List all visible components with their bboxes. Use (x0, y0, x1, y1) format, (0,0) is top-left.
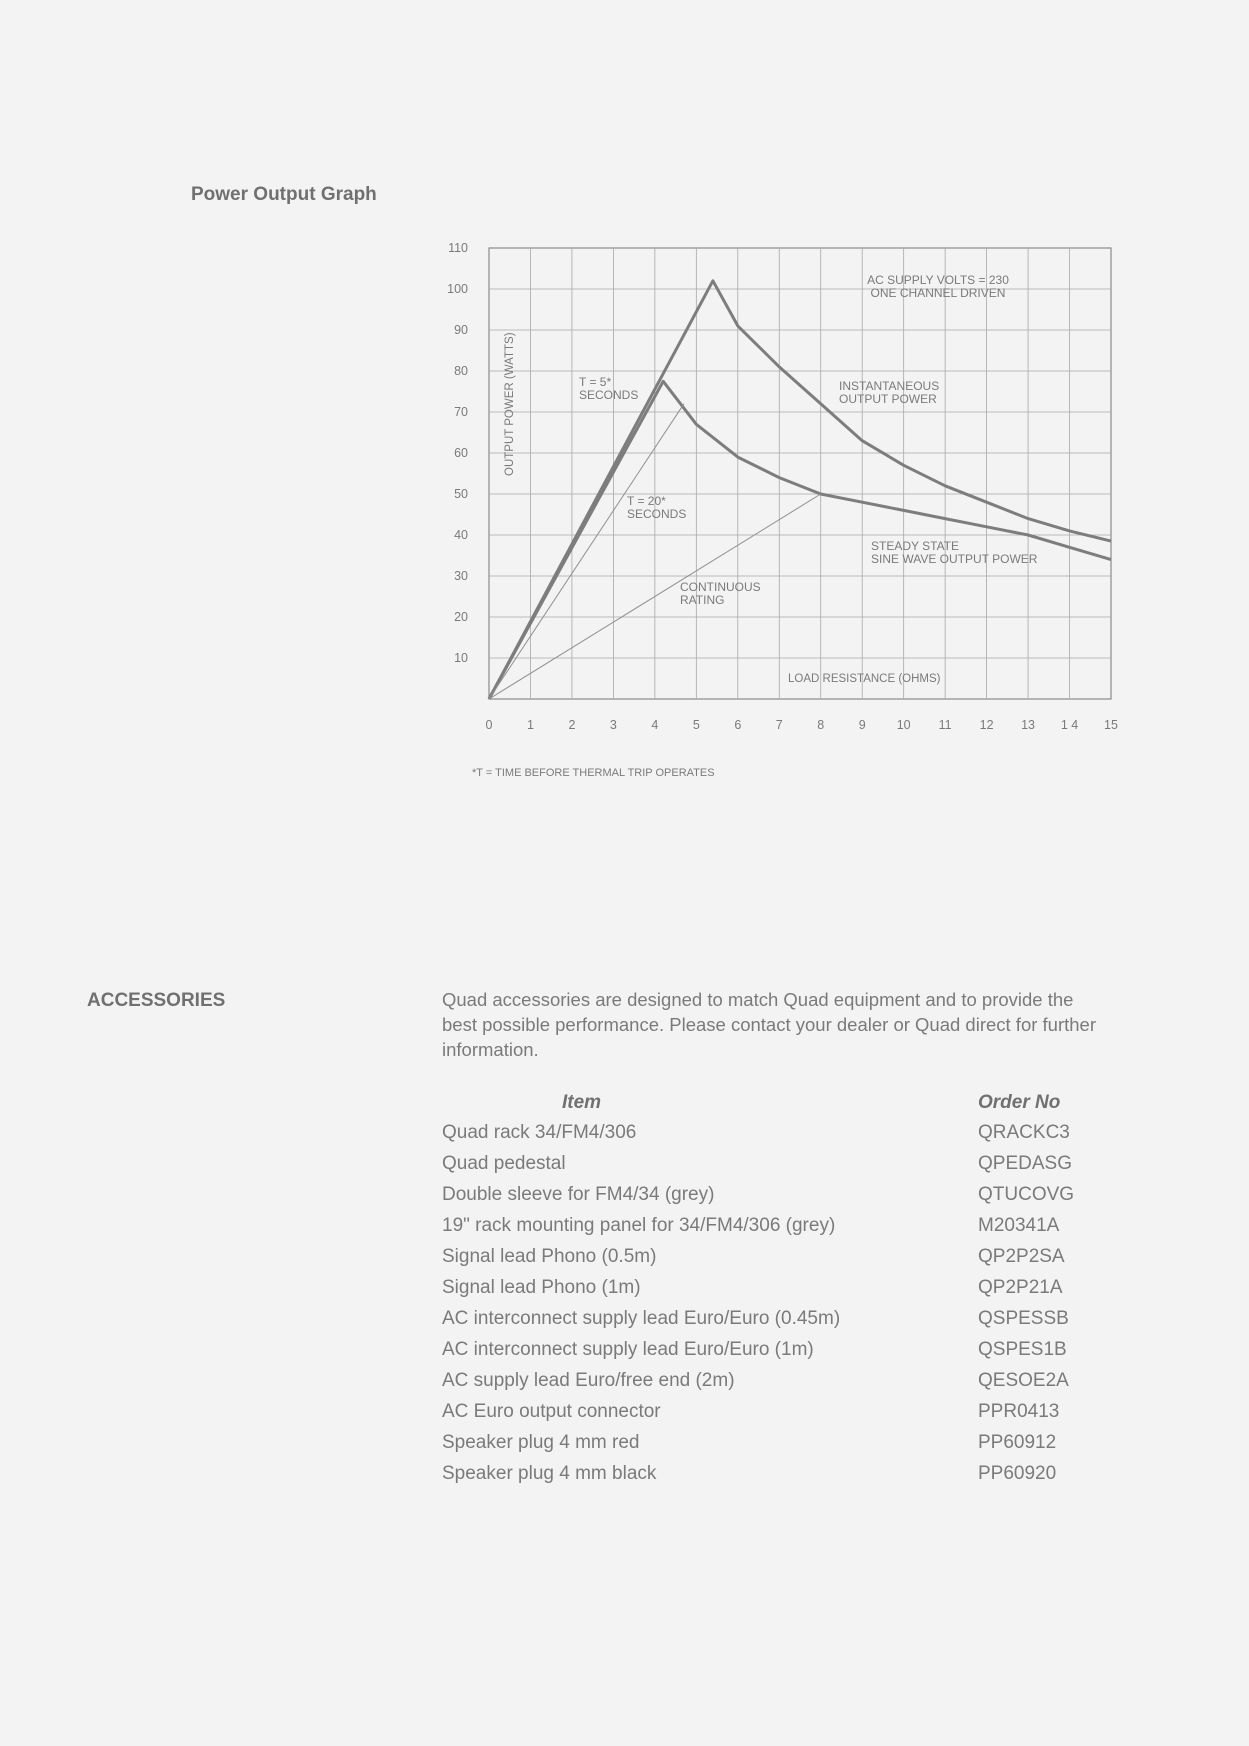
item-name: AC interconnect supply lead Euro/Euro (1m) (442, 1339, 814, 1360)
order-number: QESOE2A (978, 1370, 1069, 1391)
order-number: QSPES1B (978, 1339, 1067, 1360)
table-row (442, 1246, 1122, 1277)
table-row (442, 1432, 1122, 1463)
y-tick-labels (447, 241, 468, 665)
accessories-title: ACCESSORIES (87, 990, 226, 1011)
y-tick-label: 50 (454, 487, 468, 501)
annotation-t20 (627, 494, 686, 521)
item-name: Double sleeve for FM4/34 (grey) (442, 1184, 715, 1205)
chart-grid (489, 248, 1111, 699)
y-axis-label: OUTPUT POWER (WATTS) (504, 332, 516, 476)
x-tick-label: 15 (1104, 718, 1118, 732)
annotation-line: RATING (680, 593, 725, 607)
annotation-line: AC SUPPLY VOLTS = 230 (867, 273, 1009, 287)
plot-frame (489, 248, 1111, 699)
y-tick-label: 10 (454, 651, 468, 665)
chart-footnote: *T = TIME BEFORE THERMAL TRIP OPERATES (472, 767, 715, 779)
order-number: PP60912 (978, 1432, 1057, 1453)
table-row (442, 1339, 1122, 1370)
x-tick-labels (486, 718, 1118, 732)
table-row (442, 1463, 1122, 1494)
table-row (442, 1215, 1122, 1246)
x-tick-label: 4 (651, 718, 659, 732)
item-name: 19" rack mounting panel for 34/FM4/306 (grey) (442, 1215, 836, 1236)
table-row (442, 1401, 1122, 1432)
y-tick-label: 40 (454, 528, 468, 542)
annotation-line: OUTPUT POWER (839, 392, 937, 406)
annotation-line: STEADY STATE (871, 539, 960, 553)
x-tick-label: 0 (485, 718, 493, 732)
annotation-supply (867, 273, 1009, 300)
y-tick-label: 80 (454, 364, 468, 378)
annotation-line: ONE CHANNEL DRIVEN (870, 286, 1006, 300)
item-name: Quad pedestal (442, 1153, 566, 1174)
x-tick-label: 1 (526, 718, 534, 732)
item-name: Quad rack 34/FM4/306 (442, 1122, 637, 1143)
table-row (442, 1370, 1122, 1401)
item-name: AC interconnect supply lead Euro/Euro (0.45m) (442, 1308, 841, 1329)
annotation-instantaneous (839, 379, 939, 406)
order-number: QRACKC3 (978, 1122, 1070, 1143)
graph-title: Power Output Graph (191, 184, 377, 205)
order-column-header: Order No (978, 1092, 1061, 1113)
table-row (442, 1122, 1122, 1153)
item-name: Signal lead Phono (1m) (442, 1277, 641, 1298)
item-name: Speaker plug 4 mm red (442, 1432, 640, 1453)
annotation-line: T = 5* (579, 375, 612, 389)
power-output-chart (0, 0, 1249, 800)
annotation-continuous (680, 580, 761, 607)
x-tick-label: 10 (896, 718, 911, 732)
table-row (442, 1184, 1122, 1215)
x-tick-label: 3 (609, 718, 617, 732)
item-name: AC supply lead Euro/free end (2m) (442, 1370, 735, 1391)
order-number: QP2P2SA (978, 1246, 1065, 1267)
accessories-table (442, 1122, 1122, 1494)
table-row (442, 1308, 1122, 1339)
series-line (489, 281, 1111, 699)
x-tick-label: 8 (817, 718, 825, 732)
table-row (442, 1277, 1122, 1308)
x-tick-label: 1 4 (1060, 718, 1079, 732)
table-row (442, 1153, 1122, 1184)
x-tick-label: 12 (979, 718, 994, 732)
x-tick-label: 9 (858, 718, 866, 732)
order-number: QP2P21A (978, 1277, 1063, 1298)
y-tick-label: 20 (454, 610, 468, 624)
annotation-line: SINE WAVE OUTPUT POWER (871, 552, 1038, 566)
y-tick-label: 90 (454, 323, 468, 337)
x-tick-label: 2 (568, 718, 576, 732)
item-name: AC Euro output connector (442, 1401, 661, 1422)
chart-annotations (579, 273, 1038, 607)
chart-series (489, 281, 1111, 699)
y-tick-label: 110 (448, 241, 468, 255)
item-name: Speaker plug 4 mm black (442, 1463, 657, 1484)
x-axis-label: LOAD RESISTANCE (OHMS) (788, 673, 941, 685)
x-tick-label: 5 (692, 718, 700, 732)
item-column-header: Item (562, 1092, 602, 1113)
annotation-line: SECONDS (579, 388, 639, 402)
series-line (489, 381, 1111, 699)
annotation-line: SECONDS (627, 507, 687, 521)
x-tick-label: 7 (775, 718, 783, 732)
order-number: QSPESSB (978, 1308, 1069, 1329)
order-number: PP60920 (978, 1463, 1057, 1484)
x-tick-label: 11 (938, 718, 952, 732)
order-number: M20341A (978, 1215, 1060, 1236)
annotation-line: T = 20* (627, 494, 666, 508)
y-tick-label: 70 (454, 405, 468, 419)
y-tick-label: 30 (454, 569, 468, 583)
x-tick-label: 6 (734, 718, 742, 732)
annotation-line: CONTINUOUS (680, 580, 761, 594)
order-number: QPEDASG (978, 1153, 1072, 1174)
y-tick-label: 60 (454, 446, 468, 460)
annotation-steady (871, 539, 1038, 566)
item-name: Signal lead Phono (0.5m) (442, 1246, 657, 1267)
accessories-intro: Quad accessories are designed to match Quad equipment and to provide the best possible performance. Please contact your dealer or Quad direct for further information. (442, 989, 1097, 1060)
x-tick-label: 13 (1021, 718, 1036, 732)
y-tick-label: 100 (447, 282, 468, 296)
annotation-line: INSTANTANEOUS (839, 379, 940, 393)
annotation-t5 (579, 375, 638, 402)
order-number: PPR0413 (978, 1401, 1060, 1422)
order-number: QTUCOVG (978, 1184, 1075, 1205)
